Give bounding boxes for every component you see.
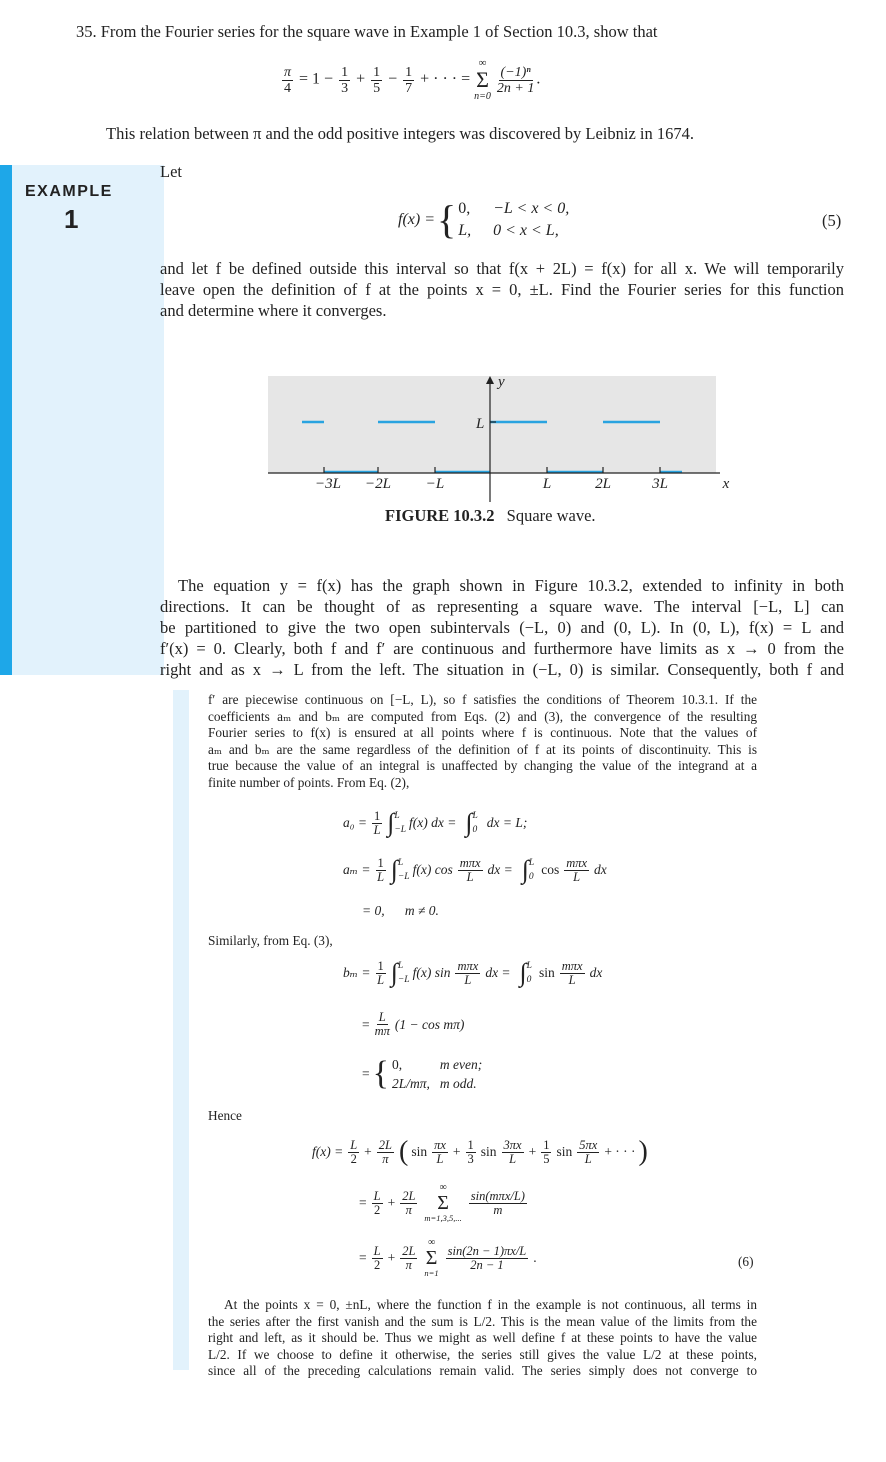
math-text: ∞ (439, 1182, 447, 1193)
math-text: f(x) cos (412, 862, 453, 877)
math-text: L (472, 811, 478, 821)
math-text: coefficients aₘ and bₘ are computed from Eqs. (2) and (3), the convergence of the resulting (208, 708, 757, 724)
math-text: 2L (402, 1188, 416, 1203)
x-tick-label: 2L (595, 476, 611, 492)
math-text: = (359, 1250, 367, 1265)
math-text: + (452, 1144, 461, 1159)
am-formula: aₘ = $\frac{1}{L}$ ∫ L −L f(x) cos mπx L dx = ∫ L 0 cos mπx L dx (343, 855, 607, 884)
math-text: aₘ = (343, 862, 371, 877)
equation-number-6: (6) (738, 1254, 754, 1269)
math-text: f(x) sin (412, 965, 451, 980)
math-text: f(x) dx = (409, 815, 457, 830)
math-text: −L (397, 872, 410, 882)
leibniz-formula (280, 58, 540, 102)
math-text: L (526, 961, 532, 971)
math-text: and determine where it converges. (160, 301, 387, 320)
math-text: mπ (374, 1024, 390, 1038)
math-text: Σ (476, 67, 489, 92)
problem-text: From the Fourier series for the square wave in Example 1 of Section 10.3, show that (100, 22, 658, 41)
math-text: 0, (458, 200, 471, 217)
math-text: mπx (561, 958, 583, 973)
math-text: 0 < x < L, (493, 222, 559, 239)
math-text: = (359, 1195, 367, 1210)
math-text: L (573, 869, 581, 884)
math-text: L (373, 1188, 381, 1203)
math-text: L (397, 858, 404, 868)
x-axis-label: x (722, 476, 730, 492)
math-text: 1 (373, 808, 381, 823)
math-text: since all of the preceding calculations remain valid. The series simply does not converge to (208, 1363, 757, 1378)
math-text: 2L (378, 1137, 392, 1152)
x-tick-label: −2L (365, 476, 391, 492)
math-text: 1 (467, 1137, 474, 1152)
bm-formula: bₘ = $\frac{1}{L}$ ∫ L −L f(x) sin mπx L dx = ∫ L 0 sin mπx L dx (343, 958, 603, 987)
math-text: Fourier series to f(x) is ensured at all points where f is continuous. Note that the values of (208, 725, 757, 740)
math-text: sin(mπx/L) (470, 1188, 525, 1203)
math-text: 5πx (579, 1137, 598, 1152)
math-text: 1 (373, 64, 381, 80)
math-text: directions. It can be thought of as representing a square wave. The interval [−L, L] can (160, 597, 844, 616)
fourier-series-sum-n: = $\frac{L}{2}$ + $\frac{2L}{\pi}$ ∞ Σ n=1 sin(2n − 1)πx/L 2n − 1 . (359, 1237, 537, 1278)
math-text: L (350, 1137, 358, 1152)
math-text: (−1)ⁿ (500, 64, 531, 80)
x-tick-label: L (542, 476, 552, 492)
continuation-paragraph-2 (208, 1297, 757, 1378)
bm-simplified (362, 1011, 464, 1038)
math-text: At the points x = 0, ±nL, where the function f in the example is not continuous, all terms in (224, 1297, 757, 1312)
math-text: dx = (485, 965, 511, 980)
math-text: 2 (350, 1151, 357, 1166)
math-text: 2n + 1 (496, 80, 535, 96)
math-text: n=1 (424, 1268, 439, 1278)
example-paragraph (160, 258, 844, 321)
fourier-series-sum-odd-m: = $\frac{L}{2}$ + $\frac{2L}{\pi}$ ∞ Σ m=1,3,5,... sin(mπx/L) m (359, 1182, 525, 1223)
bm-cases: = { 0, m even; 2L/mπ, m odd. (362, 1055, 483, 1092)
math-text: dx = (487, 862, 513, 877)
math-text: finite number of points. From Eq. (2), (208, 774, 410, 790)
math-text: (1 − cos mπ) (394, 1016, 465, 1032)
math-text: The equation y = f(x) has the graph shown in Figure 10.3.2, extended to infinity in both (178, 576, 844, 595)
math-text: true because the value of an integral is unaffected by changing the value of the integrand at a (208, 758, 757, 773)
fourier-series-expanded: f(x) = $\frac{L}{2}$ + $\frac{2L}{\pi}$ ( sin πx L + $\frac{1}{3}$ sin 3πx L + $\frac{1}{5}$ sin 5πx L + · · · ) (312, 1136, 648, 1167)
math-text: 2L/mπ, (391, 1076, 430, 1091)
math-text: L (394, 811, 400, 821)
math-text: 2 (373, 1257, 381, 1272)
math-text: right and left, as it should be. Thus we might as well define f at these points to have the value (208, 1330, 757, 1345)
math-text: L (373, 1243, 381, 1258)
math-text: 1 (377, 958, 384, 973)
math-text: aₘ and bₘ are the same regardless of the definition of f at its points of discontinuity. This is (208, 741, 757, 757)
math-text: π (405, 1202, 412, 1217)
x-tick-label: 3L (652, 476, 668, 492)
math-text: + (356, 70, 366, 88)
math-text: πx (434, 1137, 446, 1152)
continuation-paragraph-1 (208, 692, 757, 791)
math-text: be partitioned to give the two open subintervals (−L, 0) and (0, L). In (0, L), f(x) = L and (160, 618, 844, 637)
math-text: right and as x → L from the left. The situation in (−L, 0) is similar. Consequently, both f and (160, 660, 844, 679)
math-text: −L (397, 975, 410, 985)
let-text: Let (160, 162, 182, 181)
math-text: L (568, 972, 576, 987)
math-text: leave open the definition of f at the points x = 0, ±L. Find the Fourier series for this function (160, 280, 844, 299)
math-text: ∞ (478, 57, 487, 69)
math-text: 2n − 1 (470, 1257, 504, 1272)
math-text: mπx (457, 958, 479, 973)
math-text: cos (541, 862, 560, 877)
math-text: sin (411, 1144, 428, 1159)
math-text: = (362, 1066, 370, 1081)
math-text: n=0 (474, 91, 491, 102)
math-text: 0 (526, 975, 532, 985)
math-text: + (387, 1195, 396, 1210)
math-text: 1 (543, 1137, 550, 1152)
math-text: f(x) = (398, 211, 435, 228)
figure-caption (385, 505, 596, 526)
math-text: and let f be defined outside this interval so that f(x + 2L) = f(x) for all x. We will temporarily (160, 259, 844, 278)
math-text: + · · · (604, 1144, 636, 1159)
math-text: L (584, 1151, 592, 1166)
math-text: bₘ = (343, 965, 371, 980)
math-text: sin (538, 965, 555, 980)
math-text: mπx (459, 855, 481, 870)
math-text: −L < x < 0, (493, 200, 570, 217)
problem-statement (76, 21, 658, 42)
math-text: 1 (377, 855, 384, 870)
continuation-sidebar (173, 690, 189, 1370)
math-text: 1 (405, 64, 413, 80)
math-text: L (373, 822, 381, 837)
a0-formula: a₀ = $\frac{1}{L}$ ∫ L −L f(x) dx = ∫ L 0 dx = L; (343, 808, 528, 837)
math-text: L (377, 869, 385, 884)
body-paragraph (160, 575, 844, 680)
math-text: L (436, 1151, 444, 1166)
problem-number: 35. (76, 22, 97, 41)
math-text: m odd. (439, 1076, 477, 1091)
math-text: + (528, 1144, 537, 1159)
math-text: + · · · = (420, 70, 471, 88)
math-text: − (388, 70, 398, 88)
math-text: dx (594, 862, 607, 877)
math-text: ∞ (427, 1237, 436, 1248)
math-text: mπx (566, 855, 588, 870)
y-tick-label-L: L (476, 416, 485, 432)
math-text: 5 (373, 80, 381, 96)
math-text: 4 (284, 80, 291, 96)
math-text: 0, (391, 1057, 403, 1072)
math-text: sin (480, 1144, 497, 1159)
leibniz-remark: This relation between π and the odd positive integers was discovered by Leibniz in 1674. (106, 124, 694, 143)
math-text: 0 (472, 825, 478, 835)
math-text: 7 (405, 80, 413, 96)
example-sidebar-bar (0, 165, 12, 675)
math-text: f′ are piecewise continuous on [−L, L), so f satisfies the conditions of Theorem 10.3.1. If the (208, 692, 757, 707)
math-text: L (466, 869, 474, 884)
math-text: the series after the first vanish and the sum is L/2. This is the mean value of the limits from the (208, 1313, 757, 1329)
math-text: L (397, 961, 404, 971)
math-text: L (378, 1010, 386, 1024)
y-axis-label: y (498, 374, 505, 390)
hence-text: Hence (208, 1108, 242, 1123)
math-text: 3πx (503, 1137, 522, 1152)
figure-caption-text: Square wave. (506, 506, 596, 525)
math-text: π (284, 64, 292, 80)
math-text: = 1 − (299, 70, 334, 88)
math-text: 2 (373, 1202, 381, 1217)
am-result: = 0, m ≠ 0. (362, 903, 439, 918)
math-text: 3 (341, 80, 349, 96)
math-text: −L (394, 825, 407, 835)
math-text: 1 (341, 64, 349, 80)
math-text: 5 (543, 1151, 550, 1166)
math-text: dx (589, 965, 603, 980)
math-text: sin(2n − 1)πx/L (447, 1243, 527, 1258)
example-number: 1 (64, 204, 79, 234)
math-text: dx = L; (486, 815, 528, 830)
math-text: . (533, 1250, 537, 1265)
math-text: π (405, 1257, 412, 1272)
math-text: 2L (402, 1243, 416, 1258)
math-text: L (509, 1151, 517, 1166)
math-text: m (493, 1202, 503, 1217)
math-text: L (377, 972, 385, 987)
math-text: m even; (439, 1057, 483, 1072)
x-tick-label: −3L (315, 476, 341, 492)
math-text: sin (556, 1144, 573, 1159)
similarly-text: Similarly, from Eq. (3), (208, 933, 333, 948)
math-text: L/2. If we choose to define it otherwise, the series still gives the value L/2 at these points, (208, 1346, 757, 1362)
math-text: π (382, 1151, 389, 1166)
x-tick-label: −L (425, 476, 445, 492)
math-text: 0 (528, 872, 534, 882)
math-text: = (362, 1016, 370, 1032)
math-text: f′(x) = 0. Clearly, both f and f′ are continuous and furthermore have limits as x → 0 from the (160, 639, 844, 658)
math-text: 3 (467, 1151, 474, 1166)
example-sidebar-panel (12, 165, 164, 675)
math-text: m=1,3,5,... (424, 1213, 462, 1223)
figure-background (268, 376, 716, 473)
math-text: a₀ = (343, 815, 367, 830)
equation-number-5: (5) (822, 211, 842, 230)
math-text: + (387, 1250, 396, 1265)
math-text: L, (458, 222, 472, 239)
math-text: L (528, 858, 535, 868)
piecewise-definition: f(x) = { 0, −L < x < 0, L, 0 < x < L, (398, 197, 570, 242)
math-text: . (536, 70, 541, 88)
square-wave-figure (260, 370, 740, 510)
math-text: + (364, 1144, 372, 1159)
example-label: EXAMPLE (25, 183, 113, 200)
figure-caption-label: FIGURE 10.3.2 (385, 506, 495, 525)
math-text: f(x) = (312, 1144, 344, 1159)
math-text: L (464, 972, 472, 987)
